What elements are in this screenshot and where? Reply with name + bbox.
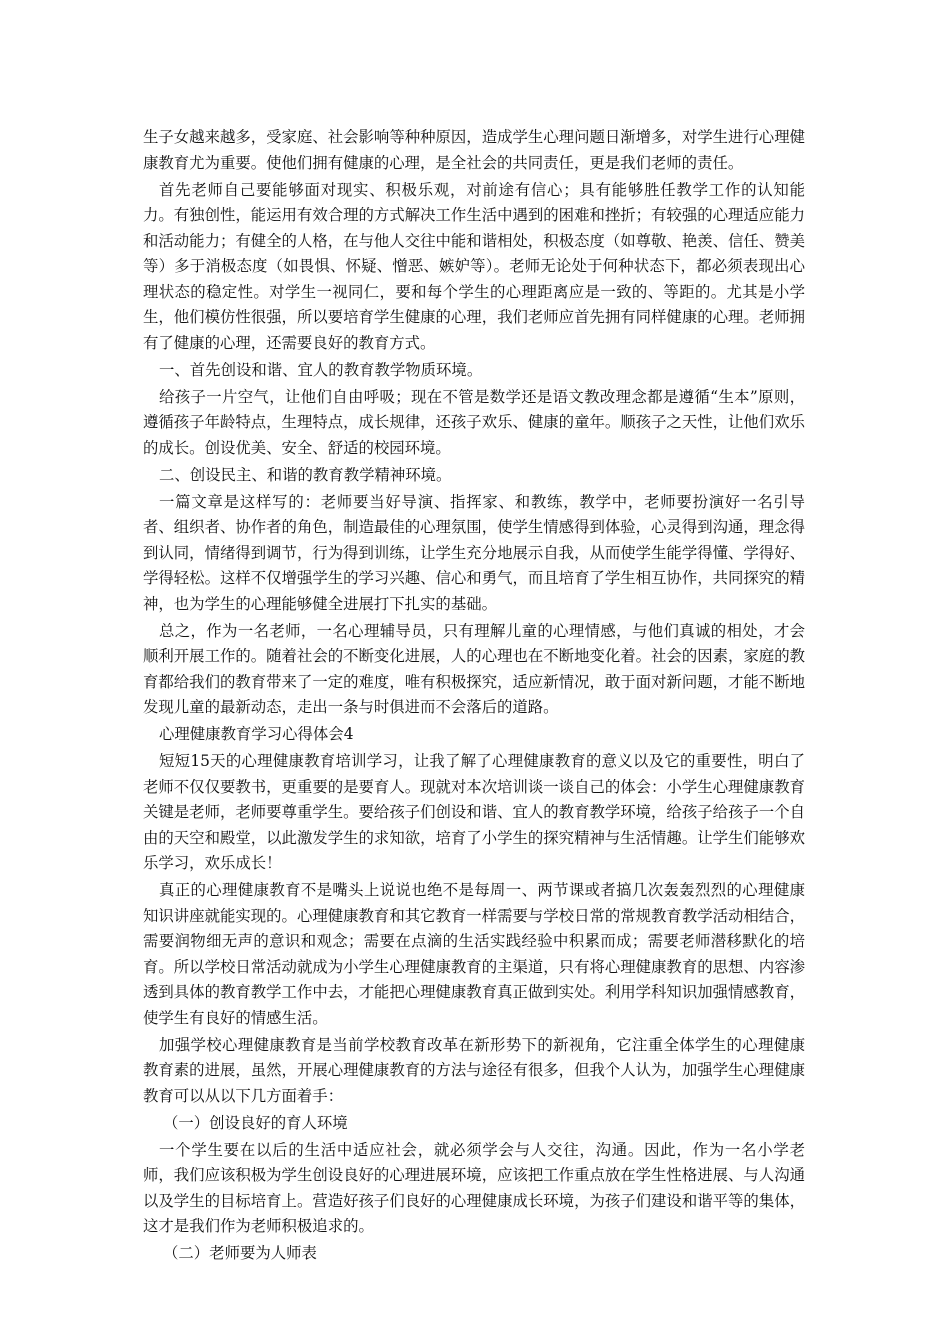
paragraph: 真正的心理健康教育不是嘴头上说说也绝不是每周一、两节课或者搞几次轰轰烈烈的心理健康知识讲座就能实现的。心理健康教育和其它教育一样需要与学校日常的常规教育教学活动相结合，需要润物细无声的意识和观念；需要在点滴的生活实践经验中积累而成；需要老师潜移默化的培育。所以学校日常活动就成为小学生心理健康教育的主渠道，只有将心理健康教育的思想、内容渗透到具体的教育教学工作中去，才能把心理健康教育真正做到实处。利用学科知识加强情感教育，使学生有良好的情感生活。: [143, 881, 805, 1027]
paragraph: 短短15天的心理健康教育培训学习，让我了解了心理健康教育的意义以及它的重要性，明白了老师不仅仅要教书，更重要的是要育人。现就对本次培训谈一谈自己的体会：小学生心理健康教育关键是老师，老师要尊重学生。要给孩子们创设和谐、宜人的教育教学环境，给孩子给孩子一个自由的天空和殿堂，以此激发学生的求知欲，培育了小学生的探究精神与生活情趣。让学生们能够欢乐学习，欢乐成长！: [143, 752, 805, 872]
paragraph: 生子女越来越多，受家庭、社会影响等种种原因，造成学生心理问题日渐增多，对学生进行心理健康教育尤为重要。使他们拥有健康的心理，是全社会的共同责任，更是我们老师的责任。: [143, 128, 805, 172]
paragraph: 加强学校心理健康教育是当前学校教育改革在新形势下的新视角，它注重全体学生的心理健康教育素的进展，虽然，开展心理健康教育的方法与途径有很多，但我个人认为，加强学生心理健康教育可以从以下几方面着手：: [143, 1035, 805, 1105]
article-title: 心理健康教育学习心得体会4: [159, 725, 354, 743]
section-heading: 二、创设民主、和谐的教育教学精神环境。: [159, 465, 452, 484]
paragraph: 总之，作为一名老师，一名心理辅导员，只有理解儿童的心理情感，与他们真诚的相处，才会顺利开展工作的。随着社会的不断变化进展，人的心理也在不断地变化着。社会的因素，家庭的教育都给我们的教育带来了一定的难度，唯有积极探究，适应新情况，敢于面对新问题，才能不断地发现儿童的最新动态，走出一条与时俱进而不会落后的道路。: [143, 621, 805, 716]
paragraph: 首先老师自己要能够面对现实、积极乐观，对前途有信心；具有能够胜任教学工作的认知能力。有独创性，能运用有效合理的方式解决工作生活中遇到的困难和挫折；有较强的心理适应能力和活动能力；有健全的人格，在与他人交往中能和谐相处，积极态度（如尊敬、艳羡、信任、赞美等）多于消极态度（如畏惧、怀疑、憎恶、嫉妒等）。老师无论处于何种状态下，都必须表现出心理状态的稳定性。对学生一视同仁，要和每个学生的心理距离应是一致的、等距的。尤其是小学生，他们模仿性很强，所以要培育学生健康的心理，我们老师应首先拥有同样健康的心理。老师拥有了健康的心理，还需要良好的教育方式。: [143, 180, 805, 352]
sub-heading: （二）老师要为人师表: [163, 1244, 317, 1262]
paragraph: 一个学生要在以后的生活中适应社会，就必须学会与人交往，沟通。因此，作为一名小学老师，我们应该积极为学生创设良好的心理进展环境，应该把工作重点放在学生性格进展、与人沟通以及学生的目标培育上。营造好孩子们良好的心理健康成长环境，为孩子们建设和谐平等的集体，这才是我们作为老师积极追求的。: [143, 1140, 805, 1235]
paragraph: 一篇文章是这样写的：老师要当好导演、指挥家、和教练，教学中，老师要扮演好一名引导者、组织者、协作者的角色，制造最佳的心理氛围，使学生情感得到体验，心灵得到沟通，理念得到认同，情绪得到调节，行为得到训练，让学生充分地展示自我，从而使学生能学得懂、学得好、学得轻松。这样不仅增强学生的学习兴趣、信心和勇气，而且培育了学生相互协作，共同探究的精神，也为学生的心理能够健全进展打下扎实的基础。: [143, 492, 805, 613]
sub-heading: （一）创设良好的育人环境: [163, 1113, 348, 1132]
paragraph: 给孩子一片空气，让他们自由呼吸；现在不管是数学还是语文教改理念都是遵循“生本”原则，遵循孩子年龄特点，生理特点，成长规律，还孩子欢乐、健康的童年。顺孩子之天性，让他们欢乐的成长。创设优美、安全、舒适的校园环境。: [143, 387, 805, 457]
section-heading: 一、首先创设和谐、宜人的教育教学物质环境。: [159, 360, 483, 379]
document-body: [143, 125, 805, 1268]
